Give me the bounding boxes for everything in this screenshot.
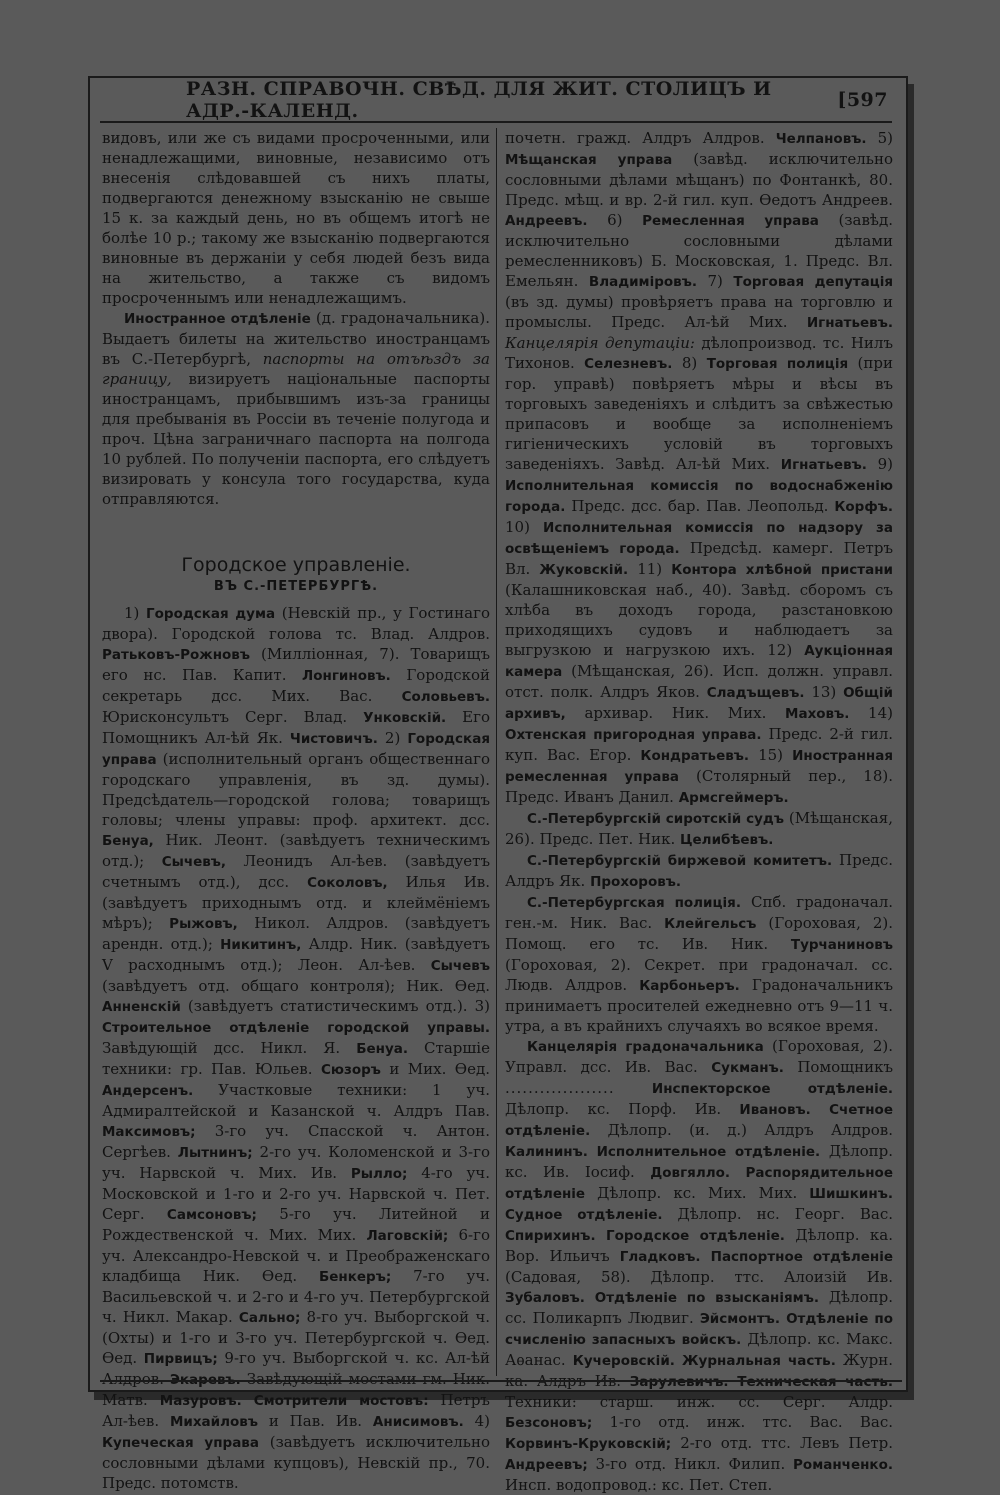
bottom-rule [100, 1380, 902, 1382]
paragraph-city-administration-cont: почетн. гражд. Алдръ Алдров. Челпановъ. 5) Мѣщанская управа (завѣд. исключительно сословными дѣлами мѣщанъ) по Фонтанкѣ, 80. Предс. мѣщ. и вр. 2-й гил. куп. Ѳедотъ Андреев. Андреевъ. 6) Ремесленная управа (завѣд. исключительно сословными дѣлами ремесленниковъ) Б. Московская, 1. Предс. Вл. Емельян. Владиміровъ. 7) Торговая депутація (въ зд. думы) провѣряетъ права на торговлю и промыслы. Предс. Ал-ѣй Мих. Игнатьевъ. Канцелярія депутаціи: дѣлопроизвод. тс. Нилъ Тихонов. Селезневъ. 8) Торговая полиція (при гор. управѣ) повѣряетъ мѣры и вѣсы въ торговыхъ заведеніяхъ и слѣдитъ за свѣжестью припасовъ и вообще за исполненіемъ гигіеническихъ условій въ торговыхъ заведеніяхъ. Завѣд. Ал-ѣй Мих. Игнатьевъ. 9) Исполнительная комиссія по водоснабженію города. Предс. дсс. бар. Пав. Леопольд. Корфъ. 10) Исполнительная комиссія по надзору за освѣщеніемъ города. Предсѣд. камерг. Петръ Вл. Жуковскій. 11) Контора хлѣбной пристани (Калашниковская наб., 40). Завѣд. сборомъ съ хлѣба въ доходъ города, разстановкою приходящихъ судовъ и наблюдаетъ за выгрузкою и нагрузкою ихъ. 12) Аукціонная камера (Мѣщанская, 26). Исп. должн. управл. отст. полк. Алдръ Яков. Сладъщевъ. 13) Общій архивъ, архивар. Ник. Мих. Маховъ. 14) Охтенская пригородная управа. Предс. 2-й гил. куп. Вас. Егор. Кондратьевъ. 15) Иностранная ремесленная управа (Столярный пер., 18). Предс. Иванъ Данил. Армсгеймеръ. [505, 129, 894, 806]
paragraph-chancellery: Канцелярія градоначальника (Гороховая, 2). Управл. дсс. Ив. Вас. Сукманъ. Помощникъ ................... Инспекторское отдѣленіе. Дѣлопр. кс. Порф. Ив. Ивановъ. Счетное отдѣленіе. Дѣлопр. (и. д.) Алдръ Алдров. Калининъ. Исполнительное отдѣленіе. Дѣлопр. кс. Ив. Іосиф. Довгялло. Распорядительное отдѣленіе Дѣлопр. кс. Мих. Мих. Шишкинъ. Судное отдѣленіе. Дѣлопр. нс. Георг. Вас. Спирихинъ. Городское отдѣленіе. Дѣлопр. ка. Вор. Ильичъ Гладковъ. Паспортное отдѣленіе (Садовая, 58). Дѣлопр. ттс. Алоизій Ив. Зубаловъ. Отдѣленіе по взысканіямъ. Дѣлопр. сс. Поликарпъ Людвиг. Эйсмонтъ. Отдѣленіе по счисленію запасныхъ войскъ. Дѣлопр. кс. Макс. Аѳанас. Кучеровскій. Журнальная часть. Журн. ка. Алдръ Ив. Зарулевичъ. Техническая часть. Техники: старш. инж. сс. Серг. Алдр. Безсоновъ; 1-го отд. инж. ттс. Вас. Вас. Корвинъ-Круковскій; 2-го отд. ттс. Левъ Петр. Андреевъ; 3-го отд. Никл. Филип. Романченко. Инсп. водопровод.: кс. Пет. Степ. [505, 1037, 893, 1494]
paragraph-exchange-committee: С.-Петербургскій биржевой комитетъ. Предс. Алдръ Як. Прохоровъ. [505, 851, 893, 890]
paragraph-orphan-court: С.-Петербургскій сиротскій судъ (Мѣщанская, 26). Предс. Пет. Ник. Целибѣевъ. [505, 809, 893, 848]
section-subtitle: ВЪ С.-ПЕТЕРБУРГѢ. [213, 579, 379, 594]
paragraph-city-administration: 1) Городская дума (Невскій пр., у Гостинаго двора). Городской голова тс. Влад. Алдров. Ратьковъ-Рожновъ (Милліонная, 7). Товарищъ его нс. Пав. Капит. Лонгиновъ. Городской секретарь дсс. Мих. Вас. Соловьевъ. Юрисконсультъ Серг. Влад. Унковскій. Его Помощникъ Ал-ѣй Як. Чистовичъ. 2) Городская управа (исполнительный органъ общественнаго городскаго управленія, въ зд. думы). Предсѣдатель—городской голова; товарищъ головы; члены управы: проф. архитект. дсс. Бенуа, Ник. Леонт. (завѣдуетъ техническимъ отд.); Сычевъ, Леонидъ Ал-ѣев. (завѣдуетъ счетнымъ отд.), дсс. Соколовъ, Илья Ив. (завѣдуетъ приходнымъ отд. и клеймёніемъ мѣръ); Рыжовъ, Никол. Алдров. (завѣдуетъ арендн. отд.); Никитинъ, Алдр. Ник. (завѣдуетъ V расходнымъ отд.); Леон. Ал-ѣев. Сычевъ (завѣдуетъ отд. общаго контроля); Ник. Ѳед. Анненскій (завѣдуетъ статистическимъ отд.). 3) Строительное отдѣленіе городской управы. Завѣдующій дсс. Никл. Я. Бенуа. Старшіе техники: гр. Пав. Юльев. Сюзоръ и Мих. Ѳед. Андерсенъ. Участковые техники: 1 уч. Адмиралтейской и Казанской ч. Алдръ Пав. Максимовъ; 3-го уч. Спасской ч. Антон. Сергѣев. Лытнинъ; 2-го уч. Коломенской и 3-го уч. Нарвской ч. Мих. Ив. Рылло; 4-го уч. Московской и 1-го и 2-го уч. Нарвской ч. Пет. Серг. Самсоновъ; 5-го уч. Литейной и Рождественской ч. Мих. Мих. Лаговскій; 6-го уч. Александро-Невской ч. и Преображенскаго кладбища Ник. Ѳед. Бенкеръ; 7-го уч. Васильевской ч. и 2-го и 4-го уч. Петербургской ч. Никл. Макар. Сально; 8-го уч. Выборгской ч. (Охты) и 1-го и 3-го уч. Петербургской ч. Ѳед. Ѳед. Пирвицъ; 9-го уч. Выборгской ч. кс. Ал-ѣй Алдров. Экаревъ. Завѣдующій мостами гм. Ник. Матв. Мазуровъ. Смотрители мостовъ: Петръ Ал-ѣев. Михайловъ и Пав. Ив. Анисимовъ. 4) Купеческая управа (завѣдуетъ исключительно сословными дѣлами купцовъ), Невскій пр., 70. Предс. потомств. [102, 604, 491, 1492]
paragraph-passports: видовъ, или же съ видами просроченными, или ненадлежащими, виновные, независимо отъ внесенія слѣдовавшей съ нихъ платы, подвергаются денежному взысканію не свыше 15 к. за каждый день, но въ общемъ итогѣ не болѣе 10 р.; такому же взысканію подвергаются виновные въ держаніи у себя людей безъ вида на жительство, а также съ видомъ просроченнымъ или ненадлежащимъ. [102, 129, 490, 307]
left-column [102, 128, 490, 1493]
right-column [505, 128, 893, 1495]
page-number: [597 [837, 89, 888, 111]
paragraph-foreign-department: Иностранное отдѣленіе (д. градоначальника). Выдаетъ билеты на жительство иностранцамъ въ С.-Петербургѣ, паспорты на отъѣздъ за границу, визируетъ національные паспорты иностранцамъ, прибывшимъ изъ-за границы для пребыванія въ Россіи въ теченіе полугода и проч. Цѣна заграничнаго паспорта на полгода 10 рублей. По полученіи паспорта, его слѣдуетъ визировать у консула того государства, куда отправляются. [102, 309, 490, 508]
running-header [100, 80, 892, 120]
header-title: РАЗН. СПРАВОЧН. СВѢД. ДЛЯ ЖИТ. СТОЛИЦЪ И АДР.-КАЛЕНД. [186, 78, 772, 122]
paragraph-police: С.-Петербургская полиція. Спб. градоначал. ген.-м. Ник. Вас. Клейгельсъ (Гороховая, 2). Помощ. его тс. Ив. Ник. Турчаниновъ (Гороховая, 2). Секрет. при градоначал. сс. Людв. Алдров. Карбоньеръ. Градоначальникъ принимаетъ просителей ежедневно отъ 9—11 ч. утра, а въ крайнихъ случаяхъ во всякое время. [505, 893, 894, 1035]
column-divider [496, 128, 497, 1376]
section-title: Городское управленіе. [181, 554, 411, 576]
